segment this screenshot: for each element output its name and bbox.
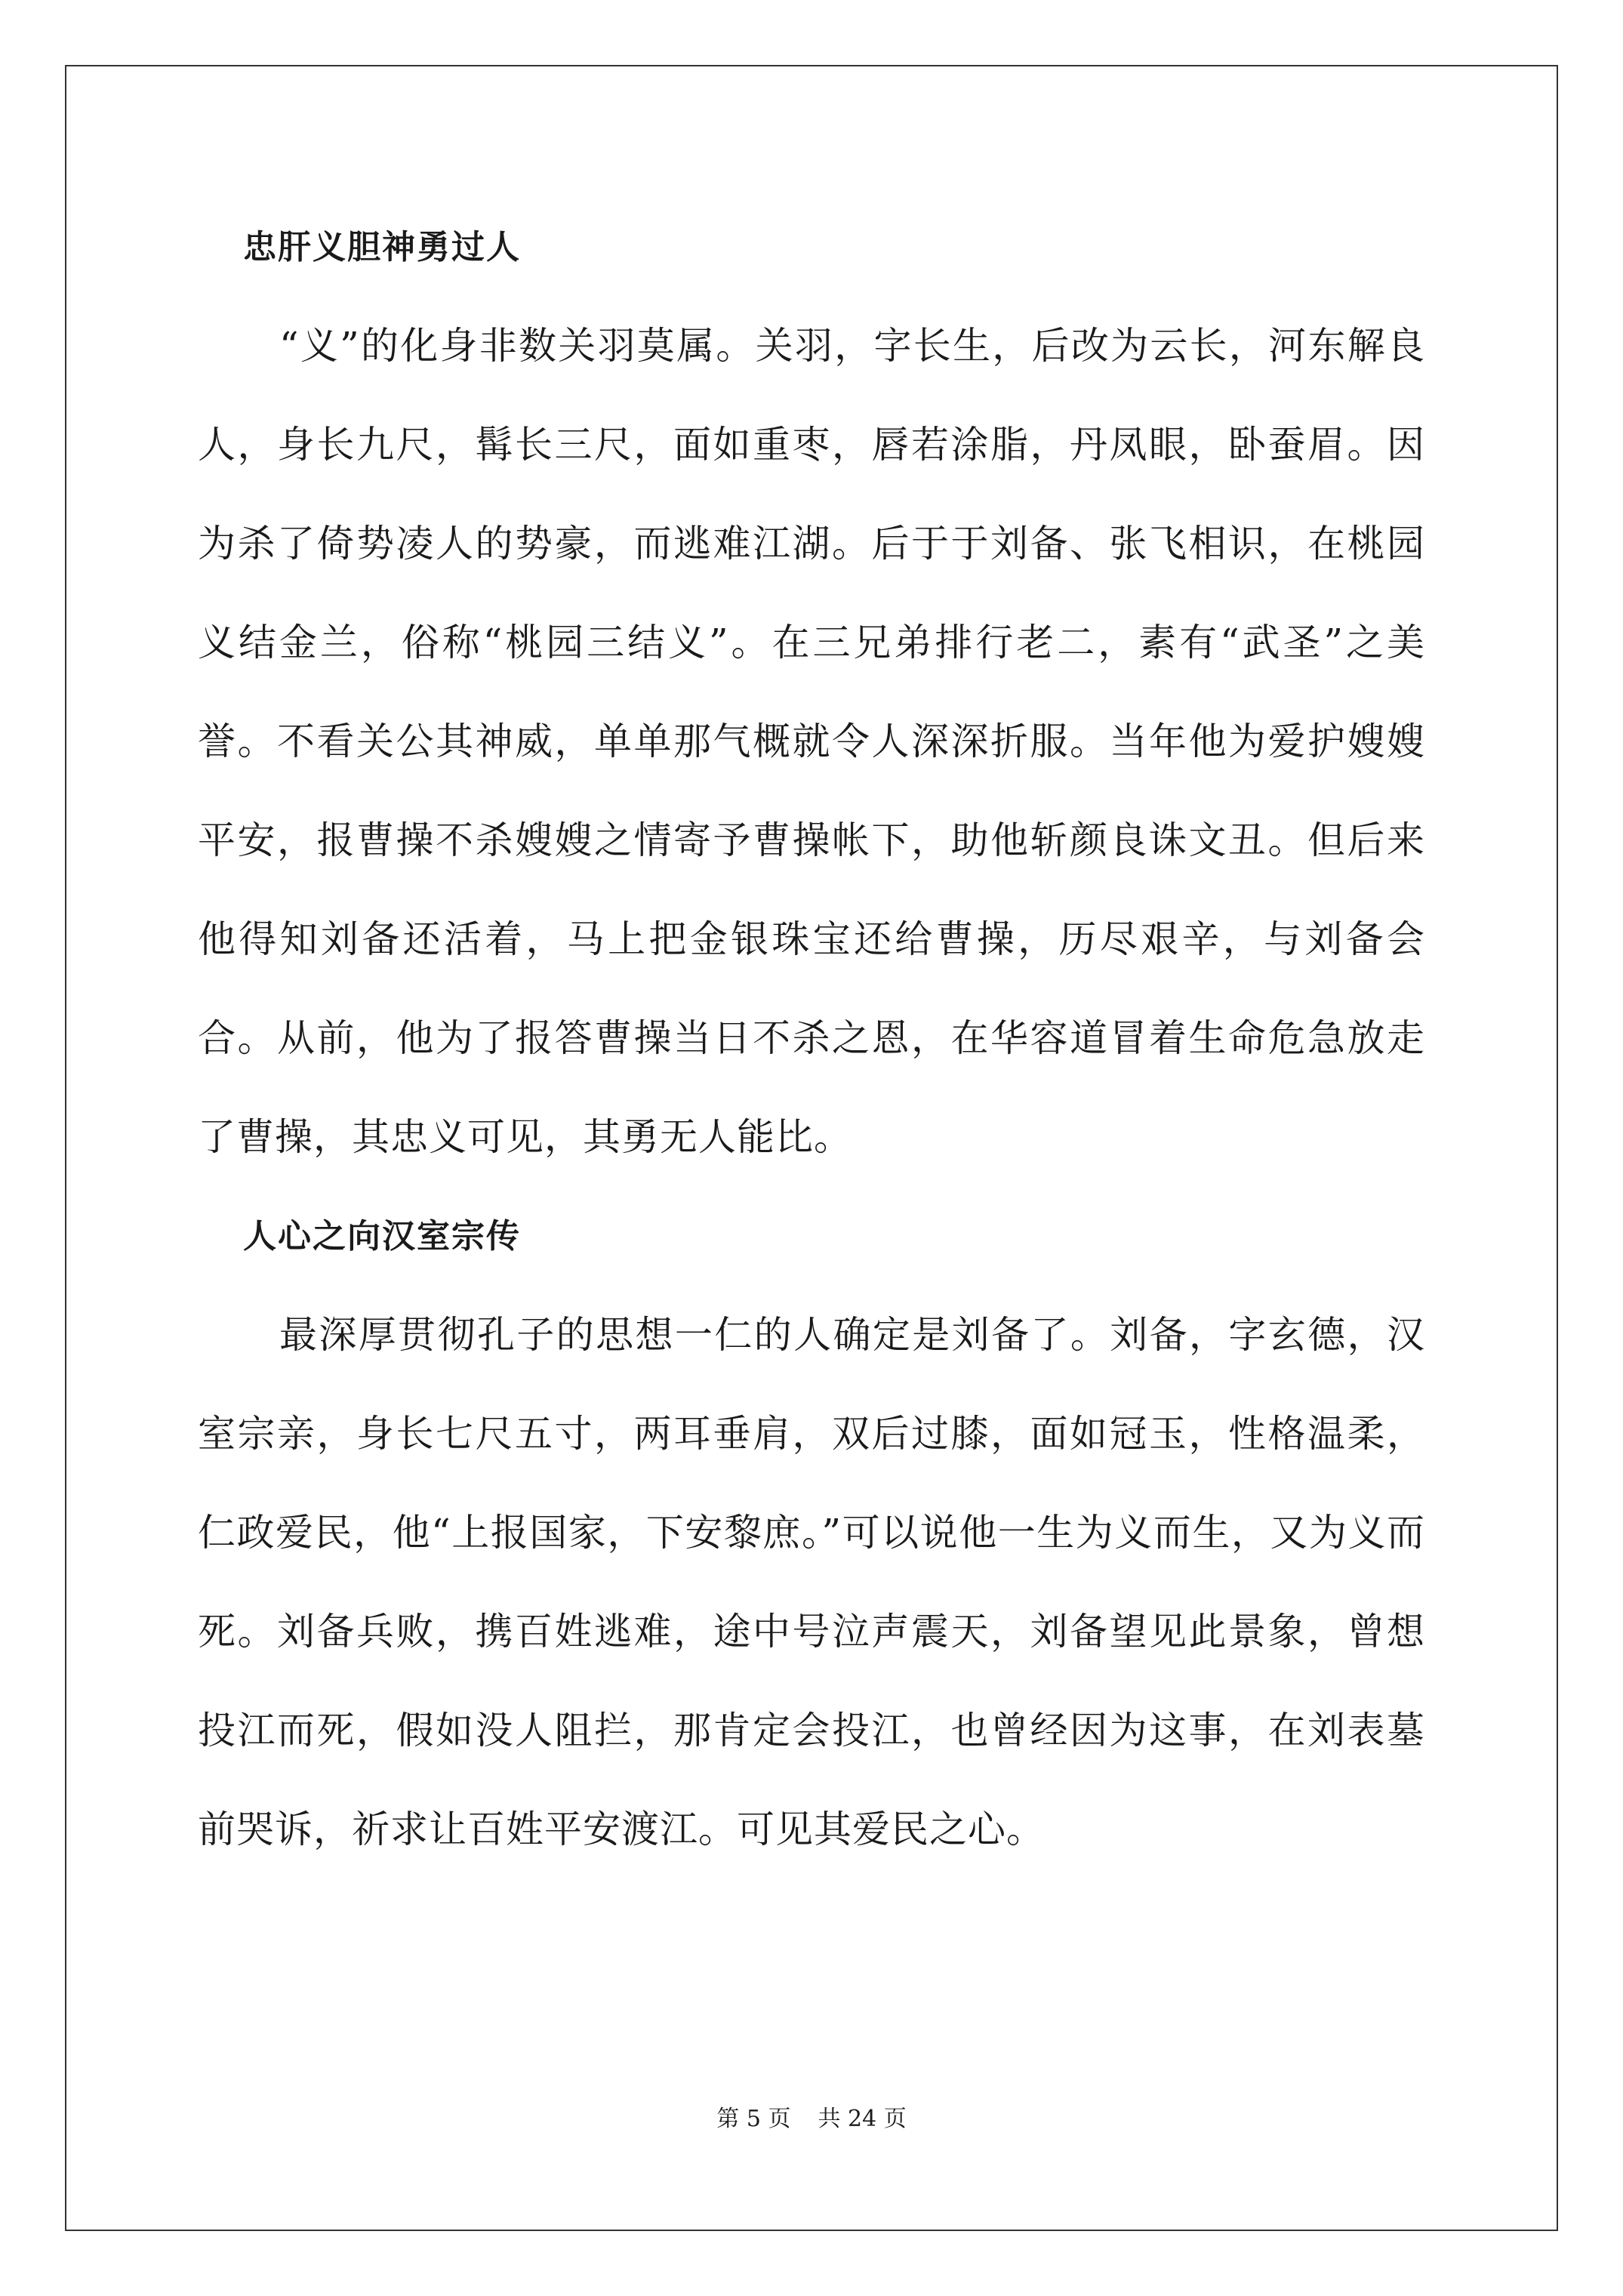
page-number: 第 5 页 bbox=[716, 2106, 791, 2132]
section-liu-bei bbox=[198, 1187, 1425, 1879]
page-footer bbox=[0, 2104, 1623, 2134]
section-paragraph: 最深厚贯彻孔子的思想一仁的人确定是刘备了。刘备，字玄德，汉室宗亲，身长七尺五寸，两耳垂肩，双后过膝，面如冠玉，性格温柔，仁政爱民，他“上报国家，下安黎庶。”可以说他一生为义而生，又为义而死。刘备兵败，携百姓逃难，途中号泣声震天，刘备望见此景象，曾想投江而死，假如没人阻拦，那肯定会投江，也曾经因为这事，在刘表墓前哭诉，祈求让百姓平安渡江。可见其爱民之心。 bbox=[198, 1313, 1425, 1851]
section-heading: 人心之向汉室宗传 bbox=[243, 1217, 521, 1256]
section-paragraph: “义”的化身非数关羽莫属。关羽，字长生，后改为云长，河东解良人，身长九尺，髯长三尺，面如重枣，唇若涂脂，丹凤眼，卧蚕眉。因为杀了倚势凌人的势豪，而逃难江湖。后于于刘备、张飞相识，在桃园义结金兰，俗称“桃园三结义”。在三兄弟排行老二，素有“武圣”之美誉。不看关公其神威，单单那气概就令人深深折服。当年他为爱护嫂嫂平安，报曹操不杀嫂嫂之情寄予曹操帐下，助他斩颜良诛文丑。但后来他得知刘备还活着，马上把金银珠宝还给曹操，历尽艰辛，与刘备会合。从前，他为了报答曹操当日不杀之恩，在华容道冒着生命危急放走了曹操，其忠义可见，其勇无人能比。 bbox=[198, 324, 1425, 1159]
page-total: 共 24 页 bbox=[818, 2106, 907, 2132]
section-heading: 忠肝义胆神勇过人 bbox=[243, 228, 521, 267]
document-body bbox=[198, 198, 1425, 1879]
section-guan-yu bbox=[198, 198, 1425, 1187]
